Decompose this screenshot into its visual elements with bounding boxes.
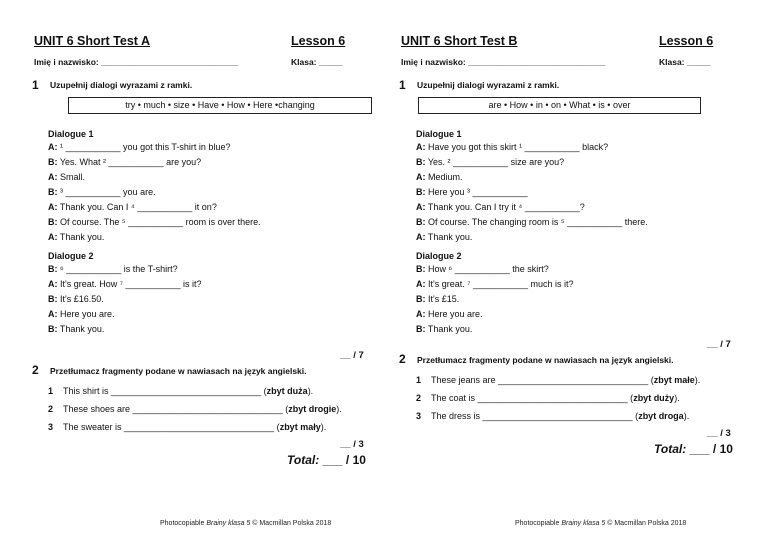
dialogue-text: Here you are. [57,309,115,319]
speaker-label: A: [48,279,58,289]
section-1-instruction: Uzupełnij dialogi wyrazami z ramki. [50,80,193,90]
speaker-label: B: [48,187,58,197]
dialogue-line [416,187,528,197]
dialogue-line [48,264,178,274]
dialogue-text: Of course. The changing room is ⁵ ___________ there. [425,217,648,227]
translation-item [416,393,680,403]
dialogue-line [416,309,483,319]
item-hint: zbyt drogie [288,404,337,414]
total-label: Total: [287,453,320,467]
unit-title: UNIT 6 Short Test A [34,34,150,48]
translation-item [48,422,326,432]
dialogue-text: Thank you. Can I ⁴ ___________ it on? [57,202,217,212]
speaker-label: A: [416,279,426,289]
item-hint: zbyt mały [279,422,321,432]
speaker-label: A: [48,142,58,152]
dialogue-line [416,157,564,167]
speaker-label: B: [416,157,426,167]
dialogue-line [416,172,463,182]
dialogue-text: How ⁶ ___________ the skirt? [425,264,549,274]
dialogue-2-title: Dialogue 2 [48,251,94,261]
class-field-label: Klasa: _____ [291,57,343,67]
item-end: ). [320,422,327,432]
test-b-column [401,0,741,543]
speaker-label: A: [416,202,426,212]
dialogue-line [416,217,648,227]
section-1-instruction: Uzupełnij dialogi wyrazami z ramki. [417,80,560,90]
item-end: ). [694,375,701,385]
word-box: are • How • in • on • What • is • over [418,97,701,114]
unit-title: UNIT 6 Short Test B [401,34,518,48]
dialogue-text: ⁶ ___________ is the T-shirt? [57,264,178,274]
speaker-label: A: [48,202,58,212]
item-end: ). [674,393,680,403]
footer-prefix: Photocopiable [515,520,562,527]
footer-copyright: © Macmillan Polska 2018 [250,520,332,527]
section-2-number: 2 [32,363,39,377]
speaker-label: A: [416,232,426,242]
dialogue-line [416,142,608,152]
lesson-label: Lesson 6 [291,34,346,48]
item-hint: zbyt duży [633,393,675,403]
section-2-number: 2 [399,352,406,366]
dialogue-line [48,157,201,167]
item-text: The dress is ______________________________ ( [431,411,639,421]
speaker-label: A: [416,172,426,182]
speaker-label: B: [416,187,426,197]
dialogue-line [416,279,574,289]
name-field-label: Imię i nazwisko: _____________________________ [401,57,606,67]
dialogue-text: It's £15. [425,294,460,304]
item-hint: zbyt duża [266,386,308,396]
section-2-score: __ / 3 [340,439,364,450]
speaker-label: A: [416,142,426,152]
dialogue-text: It's great. How ⁷ ___________ is it? [57,279,202,289]
dialogue-line [48,232,104,242]
dialogue-line [48,294,104,304]
speaker-label: A: [48,172,58,182]
footer-prefix: Photocopiable [160,520,207,527]
dialogue-text: Small. [57,172,86,182]
item-end: ). [683,411,690,421]
speaker-label: A: [48,232,58,242]
dialogue-text: Of course. The ⁵ ___________ room is over there. [57,217,261,227]
speaker-label: B: [48,294,58,304]
translation-item [416,411,689,421]
translation-item [48,386,313,396]
item-end: ). [336,404,342,414]
dialogue-text: Yes. What ² ___________ are you? [57,157,202,167]
item-number: 1 [416,375,422,385]
dialogue-text: Medium. [425,172,463,182]
item-number: 1 [48,386,54,396]
dialogue-line [416,324,472,334]
footer-book-title: Brainy klasa 5 [206,520,251,527]
dialogue-text: ³ ___________ you are. [57,187,156,197]
speaker-label: A: [416,309,426,319]
dialogue-text: Thank you. [57,324,105,334]
item-text: These shoes are ______________________________ ( [63,404,289,414]
dialogue-text: ¹ ___________ you got this T-shirt in blue? [57,142,231,152]
item-text: This shirt is ______________________________ ( [63,386,267,396]
dialogue-line [48,309,115,319]
item-text: The sweater is ______________________________ ( [63,422,280,432]
item-text: These jeans are ______________________________ ( [431,375,654,385]
section-2-instruction: Przetłumacz fragmenty podane w nawiasach na język angielski. [417,355,674,365]
total-score [287,453,366,467]
item-number: 3 [48,422,54,432]
total-value: ___ / 10 [686,442,733,456]
item-number: 3 [416,411,422,421]
dialogue-line [416,202,585,212]
name-field-label: Imię i nazwisko: _____________________________ [34,57,239,67]
speaker-label: B: [48,324,58,334]
dialogue-text: Thank you. [425,324,473,334]
speaker-label: B: [416,294,426,304]
total-label: Total: [654,442,687,456]
translation-item [48,404,342,414]
section-2-instruction: Przetłumacz fragmenty podane w nawiasach na język angielski. [50,366,307,376]
dialogue-text: It's great. ⁷ ___________ much is it? [425,279,574,289]
dialogue-line [48,172,85,182]
speaker-label: B: [48,217,58,227]
speaker-label: A: [48,309,58,319]
dialogue-line [416,264,549,274]
dialogue-line [48,279,202,289]
item-number: 2 [416,393,422,403]
dialogue-text: It's £16.50. [57,294,104,304]
dialogue-text: Thank you. Can I try it ⁴ ___________? [425,202,585,212]
total-value: ___ / 10 [319,453,366,467]
dialogue-1-title: Dialogue 1 [48,129,94,139]
speaker-label: B: [416,264,426,274]
dialogue-2-title: Dialogue 2 [416,251,462,261]
section-2-score: __ / 3 [707,428,731,439]
item-hint: zbyt małe [653,375,695,385]
section-1-number: 1 [32,78,39,92]
test-a-column [34,0,374,543]
footer-book-title: Brainy klasa 5 [561,520,606,527]
dialogue-text: Yes. ² ___________ size are you? [425,157,565,167]
footer-copyright: © Macmillan Polska 2018 [605,520,687,527]
dialogue-text: Thank you. [57,232,105,242]
lesson-label: Lesson 6 [659,34,714,48]
dialogue-text: Thank you. [425,232,473,242]
dialogue-text: Here you ³ ___________ [425,187,528,197]
dialogue-text: Here you are. [425,309,483,319]
item-number: 2 [48,404,54,414]
dialogue-text: Have you got this skirt ¹ ___________ black? [425,142,609,152]
speaker-label: B: [416,324,426,334]
section-1-number: 1 [399,78,406,92]
speaker-label: B: [416,217,426,227]
dialogue-1-title: Dialogue 1 [416,129,462,139]
speaker-label: B: [48,157,58,167]
dialogue-line [48,142,230,152]
dialogue-line [48,324,104,334]
section-1-score: __ / 7 [707,339,731,350]
dialogue-line [48,187,156,197]
word-box: try • much • size • Have • How • Here •changing [68,97,372,114]
dialogue-line [416,294,459,304]
footer [160,520,331,527]
footer [515,520,686,527]
translation-item [416,375,700,385]
dialogue-line [48,217,261,227]
total-score [654,442,733,456]
dialogue-line [48,202,217,212]
speaker-label: B: [48,264,58,274]
item-text: The coat is ______________________________ ( [431,393,634,403]
item-hint: zbyt droga [638,411,684,421]
item-end: ). [307,386,314,396]
dialogue-line [416,232,472,242]
section-1-score: __ / 7 [340,350,364,361]
class-field-label: Klasa: _____ [659,57,711,67]
